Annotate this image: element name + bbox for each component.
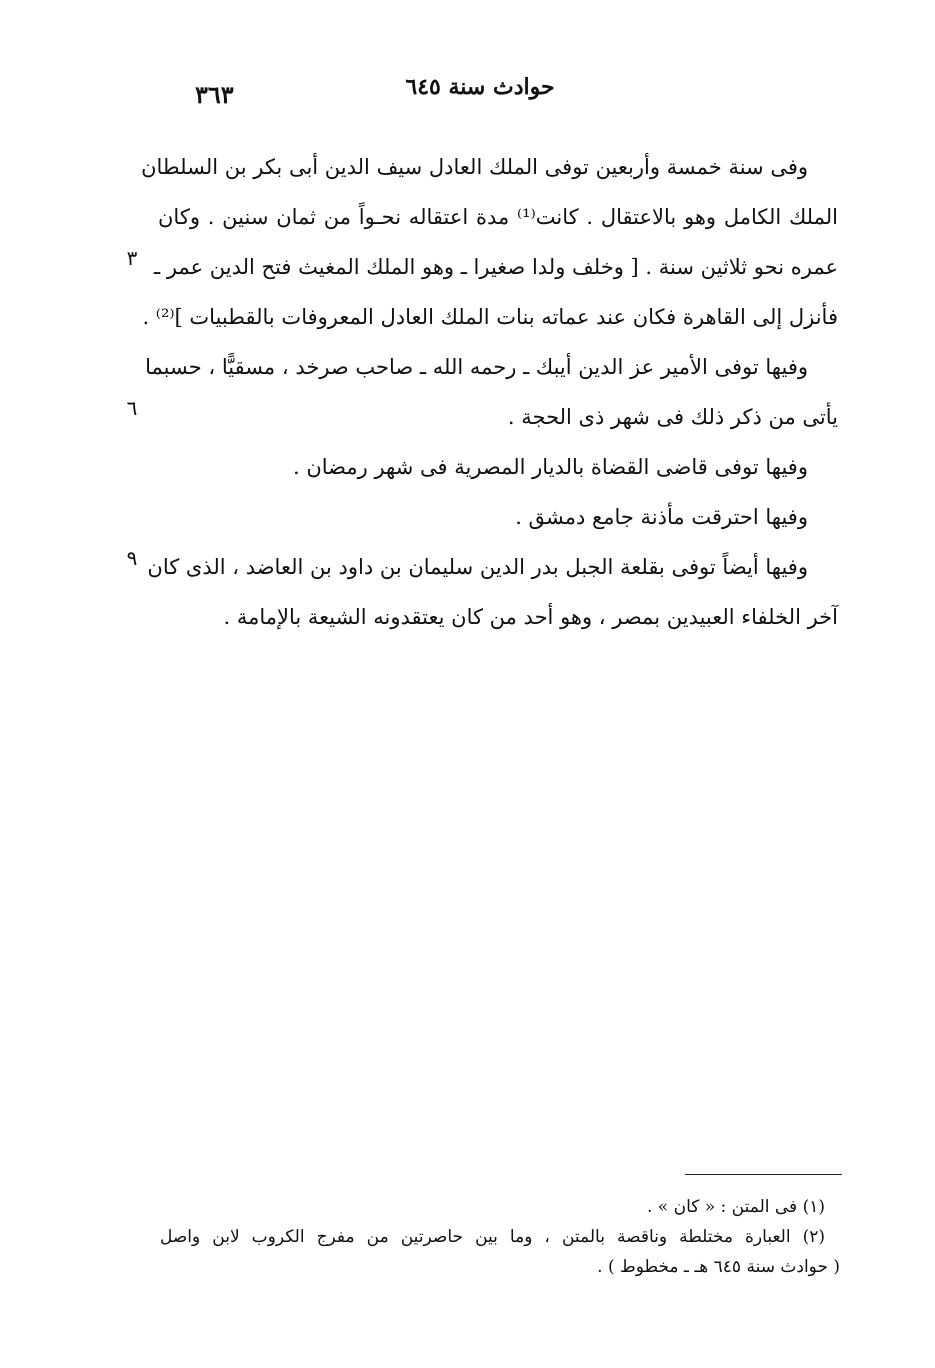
text-line: وفى سنة خمسة وأربعين توفى الملك العادل سيف الدين أبى بكر بن السلطان — [141, 155, 808, 179]
text-line: وفيها توفى قاضى القضاة بالديار المصرية فى شهر رمضان . — [293, 455, 808, 479]
footnote-separator — [685, 1174, 842, 1175]
text-line: عمره نحو ثلاثين سنة . [ وخلف ولدا صغيرا ـ وهو الملك المغيث فتح الدين عمر ـ — [154, 255, 838, 279]
margin-line-number: ٣ — [126, 246, 138, 270]
margin-line-number: ٦ — [126, 396, 138, 420]
text-line: يأتى من ذكر ذلك فى شهر ذى الحجة . — [507, 405, 838, 429]
main-text — [141, 142, 838, 642]
running-header-title: حوادث سنة ٦٤٥ — [405, 74, 555, 100]
margin-line-number: ٩ — [126, 546, 138, 570]
footnote: ( حوادث سنة ٦٤٥ هـ ـ مخطوط ) . — [597, 1257, 840, 1277]
footnotes — [160, 1192, 840, 1282]
footnote: (١) فى المتن : « كان » . — [646, 1197, 825, 1217]
text-line: وفيها احترقت مأذنة جامع دمشق . — [515, 505, 808, 529]
text-line: وفيها أيضاً توفى بقلعة الجبل بدر الدين سليمان بن داود بن العاضد ، الذى كان — [147, 555, 808, 579]
text-line: الملك الكامل وهو بالاعتقال . كانت⁽¹⁾ مدة اعتقاله نحـواً من ثمان سنين . وكان — [158, 205, 838, 229]
page-number: ٣٦٣ — [195, 80, 234, 109]
text-line: آخر الخلفاء العبيدين بمصر ، وهو أحد من كان يعتقدونه الشيعة بالإمامة . — [223, 605, 838, 629]
text-line: وفيها توفى الأمير عز الدين أيبك ـ رحمه الله ـ صاحب صرخد ، مسقيًّا ، حسبما — [145, 355, 808, 379]
text-line: فأنزل إلى القاهرة فكان عند عماته بنات الملك العادل المعروفات بالقطبيات ]⁽²⁾ . — [142, 305, 838, 329]
footnote: (٢) العبارة مختلطة وناقصة بالمتن ، وما بين حاصرتين من مفرج الكروب لابن واصل — [160, 1227, 825, 1247]
